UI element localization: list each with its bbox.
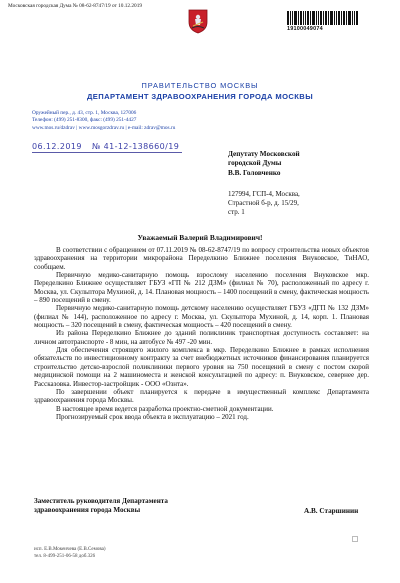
barcode-number: 19100049074 — [287, 26, 323, 32]
signatory-title — [34, 497, 168, 515]
salutation: Уважаемый Валерий Владимирович! — [137, 233, 263, 242]
body-paragraph: Для обеспечения строящего жилого комплекса в мкр. Переделкино Ближнее в рамках исполнения обязательств по инвестиционному контракту за счет внебюджетных источников финансирования планируется строительство детско-взрослой поликлиники первого уровня на 750 посещений в смену с постом скорой медицинской помощи на 2 машиноместа и женской консультацией по адресу: п. Внуковское, севернее дер. Рассказовка. Инвестор-застройщик - ООО «Ознта». — [34, 346, 369, 388]
signatory-title-line-2: здравоохранения города Москвы — [34, 506, 141, 515]
addressee-address — [228, 190, 300, 218]
contact-web: www.mos.ru/dzdrav | www.mosgorzdrav.ru | e-mail: zdrav@mos.ru — [32, 124, 176, 131]
stamp-underline — [32, 152, 182, 153]
signatory-name: А.В. Старшинин — [304, 507, 359, 515]
barcode — [287, 11, 361, 67]
contact-address: Оружейный пер., д. 43, стр. 1, Москва, 127006 — [32, 110, 137, 116]
body-paragraph: Из района Переделкино Ближнее до зданий поликлиник транспортная доступность составляет: на личном автотранспорте - 8 мин, на автобусе № 497 -20 мин. — [34, 329, 369, 346]
addressee-name: В.В. Головченко — [228, 168, 281, 177]
body-paragraph: Первичную медико-санитарную помощь взрослому населению поселения Внуковское мкр. Переделкино Ближнее осуществляет ГБУЗ «ГП № 212 ДЗМ» (филиал № 70), расположенный по адресу г. Москва, ул. Скульптора Мухиной, д. 14. Плановая мощность – 1400 посещений в смену, фактическая мощность – 890 посещений в смену. — [34, 271, 369, 305]
body-paragraph: В соответствии с обращением от 07.11.2019 № 08-62-8747/19 по вопросу строительства новых объектов здравоохранения на территории микрорайона Переделкино Ближнее поселения Внуковское, ТиНАО, сообщаем. — [34, 246, 369, 271]
signatory-title-line-1: Заместитель руководителя Департамента — [34, 497, 168, 505]
addressee-line-1: Депутату Московской — [228, 150, 300, 158]
contact-phone: Телефон: (499) 251-8300, факс: (499) 251-4427 — [32, 117, 137, 124]
executor-phone: тел. 8-499-251-06-58 доб.326 — [34, 553, 96, 559]
executor-name: исп. Е.В.Мокеичева (Е.В.Семова) — [34, 547, 106, 552]
department-contacts — [32, 110, 175, 132]
body-paragraph: Первичную медико-санитарную помощь детскому населению осуществляет ГБУЗ «ДГП № 132 ДЗМ» (филиал № 144), расположенное по адресу г. Москва, ул. Скульптора Мухиной, д. 14, корп. 1. Плановая мощность – 320 посещений в смену, фактическая мощность – 420 посещений в смену. — [34, 304, 369, 330]
addressee-line-2: городской Думы — [228, 159, 282, 168]
scan-marker — [352, 536, 358, 542]
moscow-coat-of-arms-icon — [187, 8, 209, 34]
body-paragraph: По завершении объект планируется к передаче в имущественный комплекс Департамента здравоохранения города Москвы. — [34, 387, 369, 405]
addressee-address-line-2: Страстной б-р, д. 15/29, — [228, 199, 299, 208]
letter-body — [34, 246, 369, 421]
registration-header: Московская городская Дума № 08-62-8747/19 от 10.12.2019 — [8, 3, 142, 9]
executor-info — [34, 547, 106, 560]
outgoing-registration-stamp — [32, 142, 190, 152]
addressee-address-line-3: стр. 1 — [228, 208, 245, 217]
addressee-block — [228, 150, 300, 178]
department-title: ДЕПАРТАМЕНТ ЗДРАВООХРАНЕНИЯ ГОРОДА МОСКВЫ — [86, 92, 314, 101]
outgoing-number: № 41-12-138660/19 — [92, 142, 180, 151]
addressee-address-line-1: 127994, ГСП-4, Москва, — [228, 190, 300, 198]
body-paragraph: В настоящее время ведется разработка проектно-сметной документации. — [56, 404, 274, 413]
outgoing-date: 06.12.2019 — [32, 142, 82, 151]
body-paragraph: Прогнозируемый срок ввода объекта в эксплуатацию – 2021 год. — [56, 412, 249, 421]
government-title: ПРАВИТЕЛЬСТВО МОСКВЫ — [141, 81, 259, 90]
barcode-bars — [287, 11, 361, 25]
